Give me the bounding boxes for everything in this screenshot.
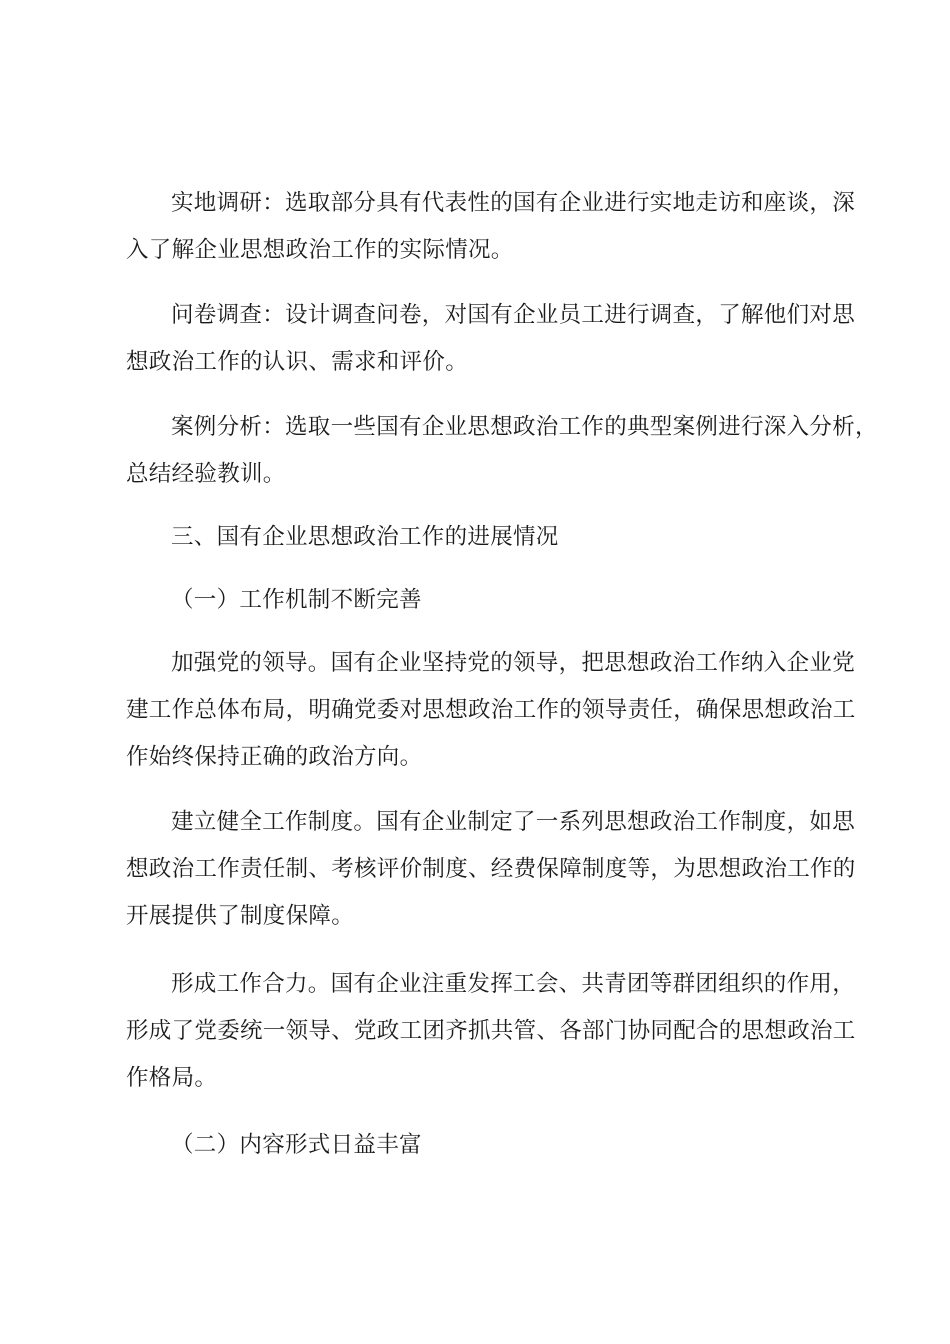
paragraph-party-leadership bbox=[126, 640, 856, 781]
heading-text: 三、国有企业思想政治工作的进展情况 bbox=[171, 524, 559, 550]
text-line: 入了解企业思想政治工作的实际情况。 bbox=[126, 237, 514, 263]
text-line: 总结经验教训。 bbox=[126, 461, 286, 487]
text-line: 想政治工作责任制、考核评价制度、经费保障制度等，为思想政治工作的 bbox=[126, 856, 856, 882]
heading-text: （二）内容形式日益丰富 bbox=[171, 1132, 422, 1158]
paragraph-work-system bbox=[126, 799, 856, 940]
text-line: 加强党的领导。国有企业坚持党的领导，把思想政治工作纳入企业党 bbox=[171, 650, 856, 676]
paragraph-field-research bbox=[126, 180, 856, 274]
text-line: 形成了党委统一领导、党政工团齐抓共管、各部门协同配合的思想政治工 bbox=[126, 1018, 856, 1044]
text-line: 作格局。 bbox=[126, 1065, 218, 1091]
text-line: 作始终保持正确的政治方向。 bbox=[126, 744, 423, 770]
text-line: 开展提供了制度保障。 bbox=[126, 903, 355, 929]
text-line: 问卷调查：设计调查问卷，对国有企业员工进行调查，了解他们对思 bbox=[171, 302, 856, 328]
heading-text: （一）工作机制不断完善 bbox=[171, 587, 422, 613]
text-line: 形成工作合力。国有企业注重发挥工会、共青团等群团组织的作用， bbox=[171, 971, 856, 997]
text-line: 实地调研：选取部分具有代表性的国有企业进行实地走访和座谈，深 bbox=[171, 190, 856, 216]
text-line: 建工作总体布局，明确党委对思想政治工作的领导责任，确保思想政治工 bbox=[126, 697, 856, 723]
paragraph-questionnaire bbox=[126, 292, 856, 386]
text-line: 建立健全工作制度。国有企业制定了一系列思想政治工作制度，如思 bbox=[171, 809, 856, 835]
text-line: 案例分析：选取一些国有企业思想政治工作的典型案例进行深入分析， bbox=[171, 414, 878, 440]
section-heading-3 bbox=[126, 514, 826, 561]
paragraph-joint-force bbox=[126, 961, 856, 1102]
subsection-heading-1 bbox=[126, 577, 826, 624]
text-line: 想政治工作的认识、需求和评价。 bbox=[126, 349, 469, 375]
paragraph-case-analysis bbox=[126, 404, 878, 498]
subsection-heading-2 bbox=[126, 1122, 826, 1169]
